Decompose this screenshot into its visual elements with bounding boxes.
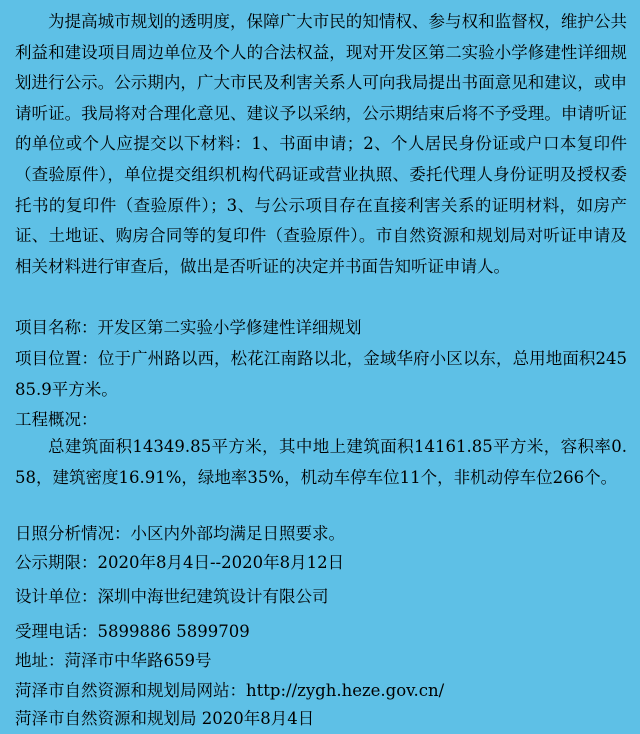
address-line: 地址：菏泽市中华路659号 [15, 651, 212, 670]
publicity-period-line: 公示期限：2020年8月4日--2020年8月12日 [15, 553, 345, 572]
notice-intro-paragraph: 为提高城市规划的透明度，保障广大市民的知情权、参与权和监督权，维护公共利益和建设项目周边单位及个人的合法权益，现对开发区第二实验小学修建性详细规划进行公示。公示期内，广大市民及利害关系人可向我局提出书面意见和建议，或申请听证。我局将对合理化意见、建议予以采纳，公示期结束后将不予受理。申请听证的单位或个人应提交以下材料：1、书面申请；2、个人居民身份证或户口本复印件（查验原件），单位提交组织机构代码证或营业执照、委托代理人身份证明及授权委托书的复印件（查验原件）；3、与公示项目存在直接利害关系的证明材料，如房产证、土地证、购房合同等的复印件（查验原件）。市自然资源和规划局对听证申请及相关材料进行审查后，做出是否听证的决定并书面告知听证申请人。 [15, 12, 627, 276]
overview-paragraph: 总建筑面积14349.85平方米，其中地上建筑面积14161.85平方米，容积率0.58，建筑密度16.91%，绿地率35%，机动车停车位11个，非机动停车位266个。 [15, 437, 627, 487]
design-unit-line: 设计单位：深圳中海世纪建筑设计有限公司 [15, 587, 329, 606]
project-name-line: 项目名称：开发区第二实验小学修建性详细规划 [15, 318, 362, 337]
overview-heading: 工程概况： [15, 410, 98, 429]
project-location-paragraph: 项目位置：位于广州路以西，松花江南路以北，金域华府小区以东，总用地面积24585.9平方米。 [15, 349, 627, 399]
bureau-website-line: 菏泽市自然资源和规划局网站：http://zygh.heze.gov.cn/ [15, 681, 445, 700]
contact-phone-line: 受理电话：5899886 5899709 [15, 622, 250, 641]
sunlight-analysis-line: 日照分析情况：小区内外部均满足日照要求。 [15, 524, 345, 543]
bureau-signature-line: 菏泽市自然资源和规划局 2020年8月4日 [15, 709, 315, 728]
